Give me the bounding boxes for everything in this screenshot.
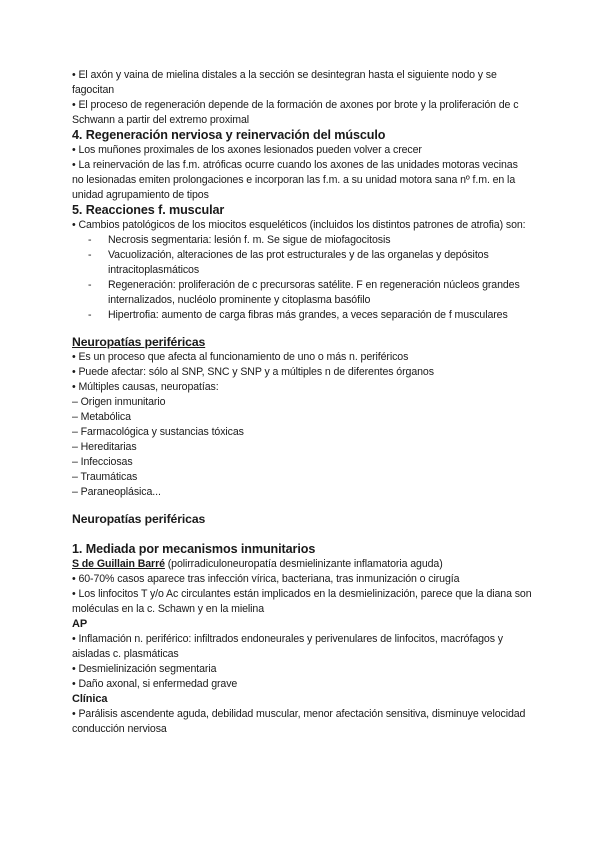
section-title: Neuropatías periféricas [72,512,206,526]
section-heading: 1. Mediada por mecanismos inmunitarios [72,542,316,556]
dash-marker: - [88,279,92,291]
list-item: – Farmacológica y sustancias tóxicas [72,426,244,438]
list-item [72,308,532,323]
paragraph: • 60-70% casos aparece tras infección vírica, bacteriana, tras inmunización o cirugía [72,573,460,585]
list-item-text: Necrosis segmentaria: lesión f. m. Se sigue de miofagocitosis [108,234,391,246]
list-item: – Origen inmunitario [72,396,166,408]
list-item-text: Hipertrofia: aumento de carga fibras más grandes, a veces separación de f musculares [108,309,508,321]
paragraph: • Daño axonal, si enfermedad grave [72,678,238,690]
list-item-text: Regeneración: proliferación de c precursoras satélite. F en regeneración núcleos grandes internalizados, nucléolo prominente y citoplasma basófilo [108,279,520,306]
list-item: – Paraneoplásica... [72,486,161,498]
syndrome-description: (polirradiculoneuropatía desmielinizante inflamatoria aguda) [164,558,443,570]
syndrome-name: S de Guillain Barré [72,558,165,570]
paragraph: • Los linfocitos T y/o Ac circulantes están implicados en la desmielinización, parece que la diana son moléculas en la c. Schawn y en la mielina [72,588,532,615]
paragraph: • Parálisis ascendente aguda, debilidad muscular, menor afectación sensitiva, disminuye velocidad conducción nerviosa [72,708,526,735]
list-item: – Metabólica [72,411,131,423]
list-item [72,278,532,308]
paragraph: • Cambios patológicos de los miocitos esqueléticos (incluidos los distintos patrones de atrofia) son: [72,219,526,231]
section-heading: 5. Reacciones f. muscular [72,203,225,217]
paragraph [72,557,532,572]
list-item: – Infecciosas [72,456,133,468]
list-item: – Traumáticas [72,471,138,483]
document-page [72,68,532,737]
section-heading: 4. Regeneración nerviosa y reinervación del músculo [72,128,386,142]
list-item [72,248,532,278]
paragraph: • Es un proceso que afecta al funcionamiento de uno o más n. periféricos [72,351,409,363]
dash-list [72,233,532,323]
paragraph: • Desmielinización segmentaria [72,663,217,675]
paragraph: • Puede afectar: sólo al SNP, SNC y SNP y a múltiples n de diferentes órganos [72,366,434,378]
paragraph: • El axón y vaina de mielina distales a la sección se desintegran hasta el siguiente nodo y se fagocitan [72,69,497,96]
list-item [72,233,532,248]
subheading-clinica: Clínica [72,693,108,705]
section-title: Neuropatías periféricas [72,335,206,349]
paragraph: • Los muñones proximales de los axones lesionados pueden volver a crecer [72,144,422,156]
paragraph: • Múltiples causas, neuropatías: [72,381,219,393]
paragraph: • Inflamación n. periférico: infiltrados endoneurales y perivenulares de linfocitos, macrófagos y aisladas c. plasmáticas [72,633,503,660]
dash-marker: - [88,234,92,246]
paragraph: • El proceso de regeneración depende de la formación de axones por brote y la proliferación de c Schwann a partir del extremo proximal [72,99,519,126]
subheading-ap: AP [72,618,88,630]
list-item-text: Vacuolización, alteraciones de las prot estructurales y de las organelas y depósitos intracitoplasmáticos [108,249,489,276]
paragraph: • La reinervación de las f.m. atróficas ocurre cuando los axones de las unidades motoras vecinas no lesionadas emiten prolongaciones e incorporan las f.m. a su unidad motora sana nº f.m. en la unidad agrupamiento de tipos [72,159,518,201]
dash-marker: - [88,309,92,321]
dash-marker: - [88,249,92,261]
list-item: – Hereditarias [72,441,137,453]
